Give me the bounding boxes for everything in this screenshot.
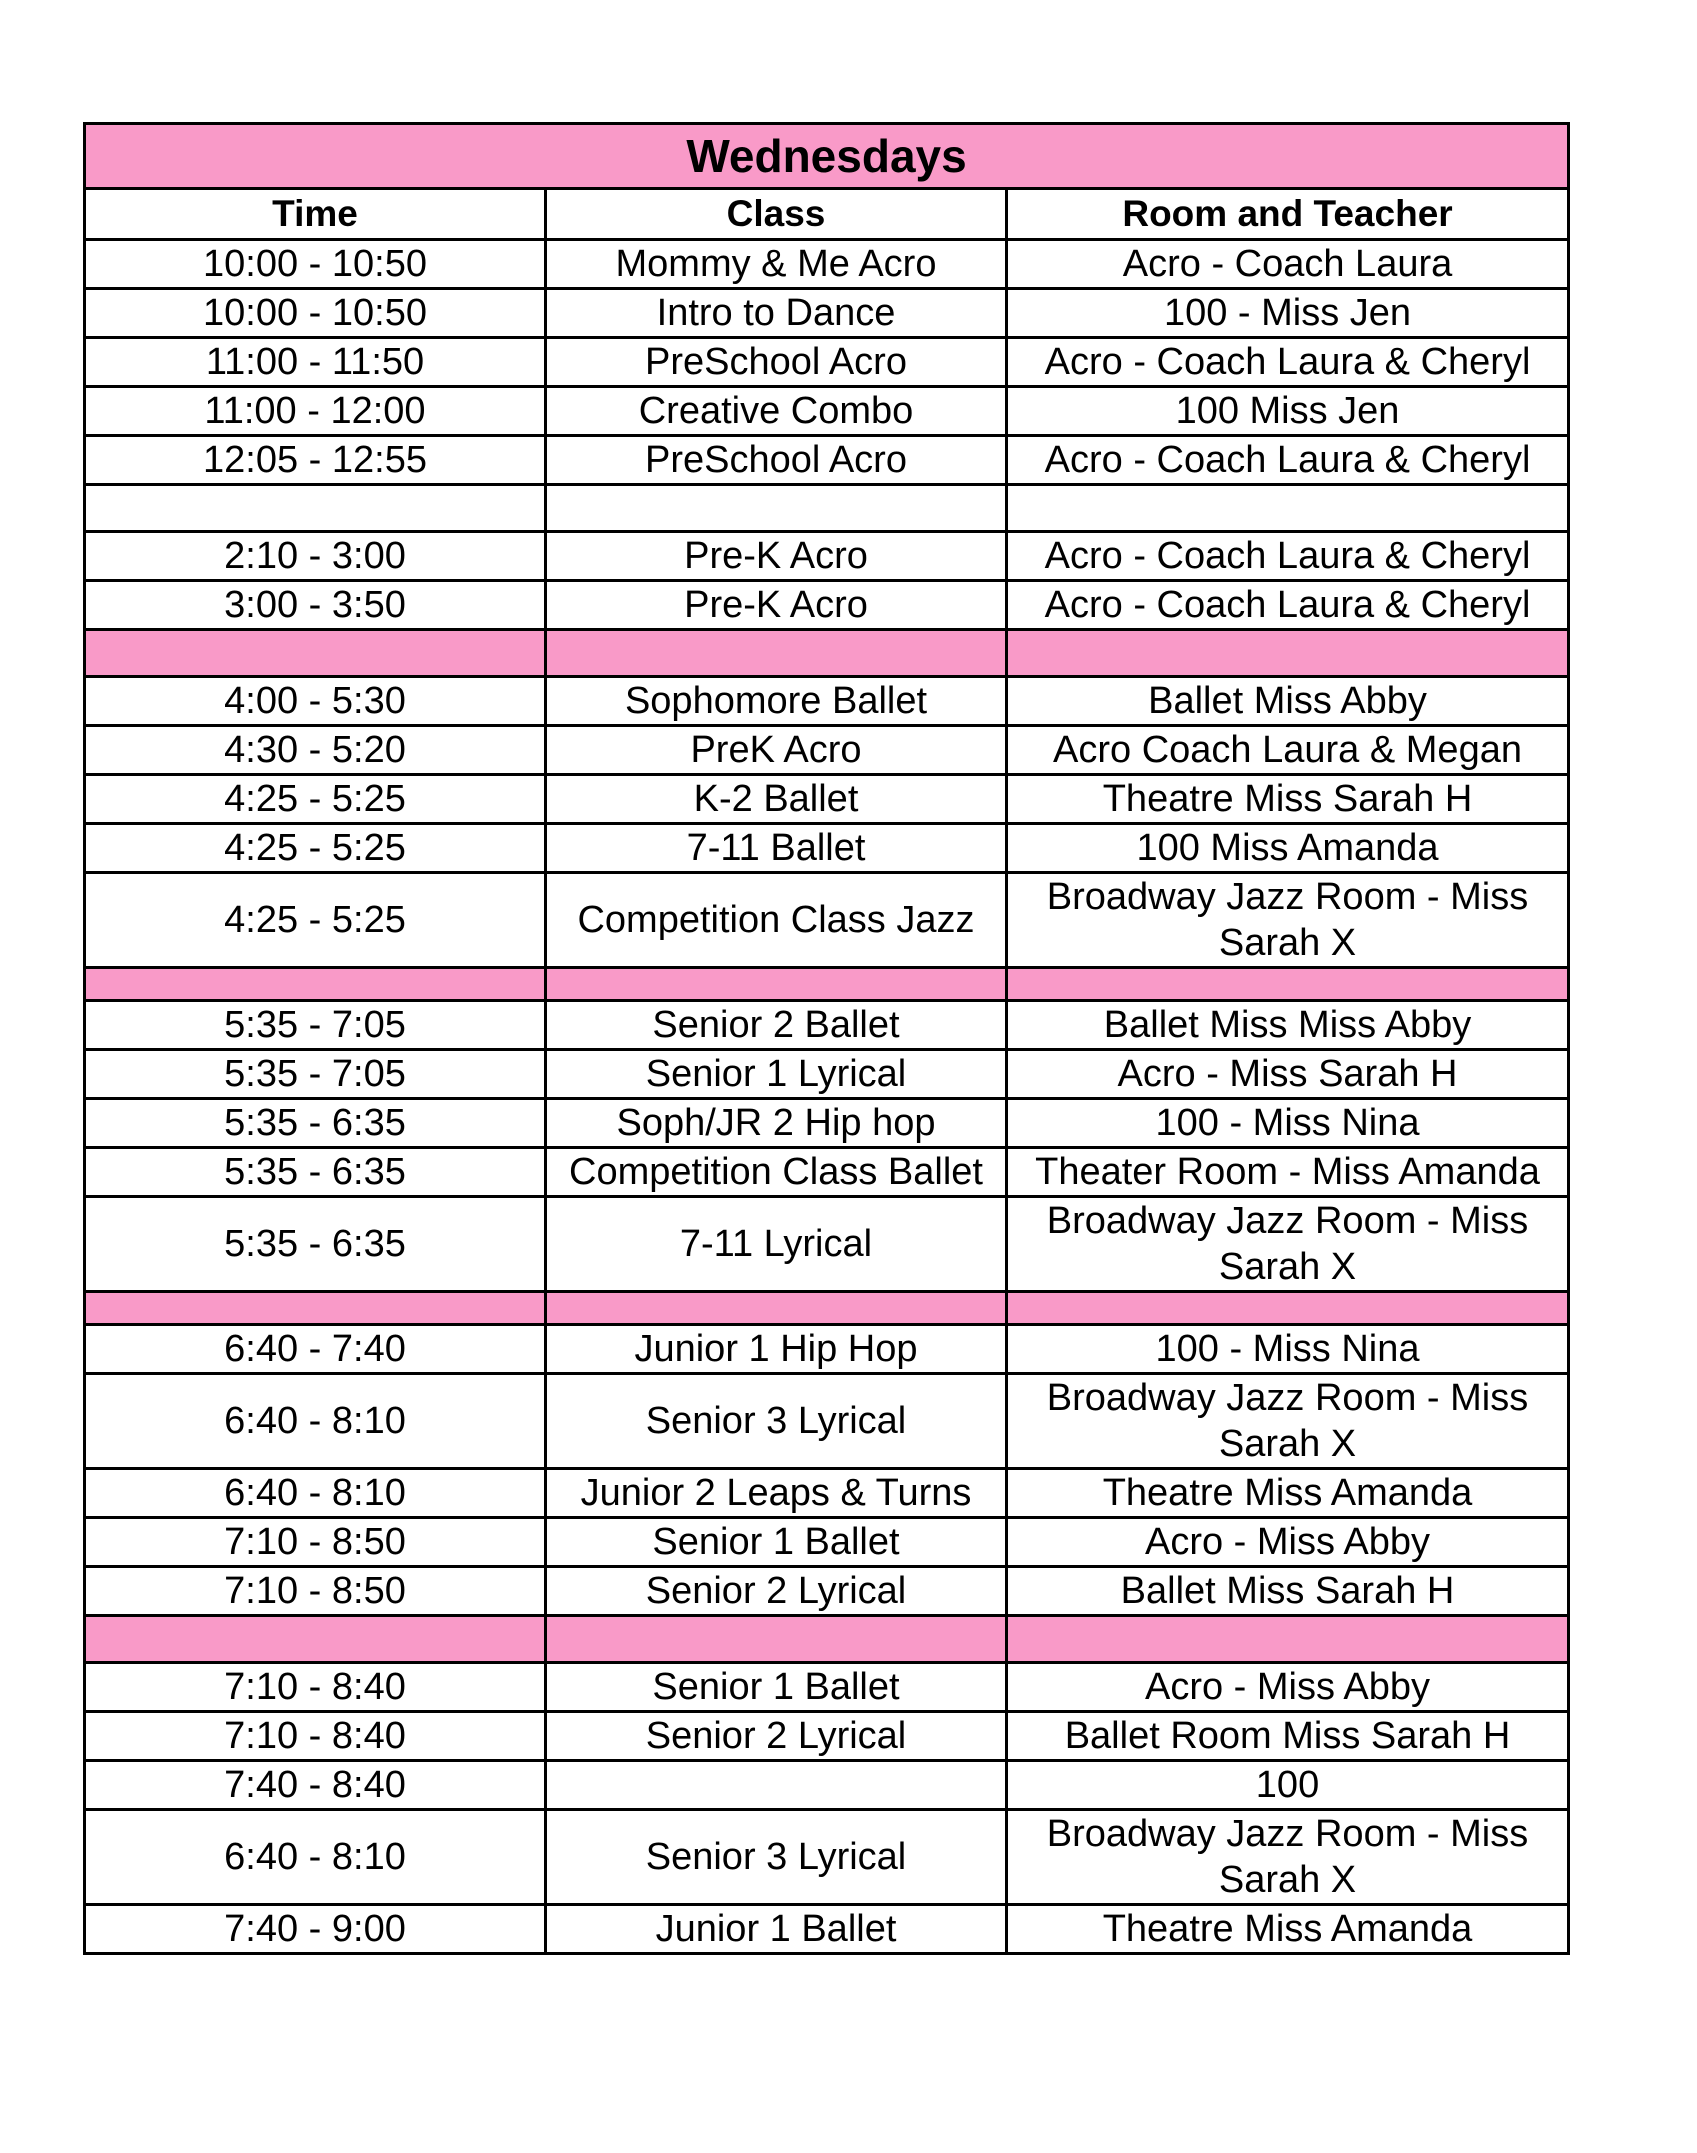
schedule-row (85, 436, 1569, 485)
class-cell: Pre-K Acro (546, 581, 1007, 630)
time-cell: 3:00 - 3:50 (85, 581, 546, 630)
class-cell: Mommy & Me Acro (546, 240, 1007, 289)
class-cell: Senior 2 Lyrical (546, 1712, 1007, 1761)
room-teacher-cell: Acro - Coach Laura & Cheryl (1007, 436, 1569, 485)
schedule-row (85, 1663, 1569, 1712)
class-cell: Competition Class Jazz (546, 873, 1007, 968)
class-cell: K-2 Ballet (546, 775, 1007, 824)
time-cell: 7:40 - 8:40 (85, 1761, 546, 1810)
separator-cell (85, 1292, 546, 1325)
class-cell: Creative Combo (546, 387, 1007, 436)
time-cell: 5:35 - 6:35 (85, 1197, 546, 1292)
time-cell: 4:25 - 5:25 (85, 775, 546, 824)
room-teacher-cell: Acro - Miss Abby (1007, 1663, 1569, 1712)
time-cell: 2:10 - 3:00 (85, 532, 546, 581)
time-cell: 4:25 - 5:25 (85, 873, 546, 968)
time-cell: 4:30 - 5:20 (85, 726, 546, 775)
separator-row (85, 1616, 1569, 1663)
separator-row (85, 968, 1569, 1001)
time-cell: 10:00 - 10:50 (85, 240, 546, 289)
class-cell: Sophomore Ballet (546, 677, 1007, 726)
header-room-teacher: Room and Teacher (1007, 189, 1569, 240)
header-class: Class (546, 189, 1007, 240)
time-cell: 6:40 - 8:10 (85, 1810, 546, 1905)
time-cell: 11:00 - 11:50 (85, 338, 546, 387)
class-cell: Senior 1 Lyrical (546, 1050, 1007, 1099)
room-teacher-cell: Acro - Miss Sarah H (1007, 1050, 1569, 1099)
separator-cell (1007, 968, 1569, 1001)
schedule-row (85, 1761, 1569, 1810)
room-teacher-cell: 100 - Miss Jen (1007, 289, 1569, 338)
room-teacher-cell: 100 Miss Jen (1007, 387, 1569, 436)
room-teacher-cell: Theatre Miss Sarah H (1007, 775, 1569, 824)
time-cell: 4:00 - 5:30 (85, 677, 546, 726)
separator-cell (546, 1292, 1007, 1325)
schedule-row (85, 581, 1569, 630)
schedule-row (85, 1712, 1569, 1761)
room-teacher-cell: Ballet Miss Miss Abby (1007, 1001, 1569, 1050)
schedule-row (85, 1001, 1569, 1050)
time-cell: 5:35 - 6:35 (85, 1099, 546, 1148)
class-cell: Senior 2 Ballet (546, 1001, 1007, 1050)
title-row (85, 124, 1569, 189)
class-cell: Soph/JR 2 Hip hop (546, 1099, 1007, 1148)
schedule-row (85, 240, 1569, 289)
schedule-row (85, 1518, 1569, 1567)
class-cell: Junior 1 Ballet (546, 1905, 1007, 1954)
room-teacher-cell: 100 - Miss Nina (1007, 1099, 1569, 1148)
time-cell: 7:10 - 8:40 (85, 1663, 546, 1712)
room-teacher-cell: Acro - Coach Laura & Cheryl (1007, 338, 1569, 387)
room-teacher-cell: Ballet Miss Sarah H (1007, 1567, 1569, 1616)
blank-cell (546, 485, 1007, 532)
room-teacher-cell: 100 - Miss Nina (1007, 1325, 1569, 1374)
time-cell: 7:10 - 8:50 (85, 1518, 546, 1567)
class-cell: Senior 3 Lyrical (546, 1374, 1007, 1469)
separator-cell (1007, 1292, 1569, 1325)
blank-cell (85, 485, 546, 532)
time-cell: 12:05 - 12:55 (85, 436, 546, 485)
schedule-row (85, 387, 1569, 436)
time-cell: 5:35 - 6:35 (85, 1148, 546, 1197)
schedule-row (85, 824, 1569, 873)
class-cell: Intro to Dance (546, 289, 1007, 338)
schedule-row (85, 873, 1569, 968)
schedule-row (85, 1905, 1569, 1954)
room-teacher-cell: Acro Coach Laura & Megan (1007, 726, 1569, 775)
schedule-row (85, 1197, 1569, 1292)
time-cell: 6:40 - 8:10 (85, 1374, 546, 1469)
class-cell: Senior 2 Lyrical (546, 1567, 1007, 1616)
time-cell: 4:25 - 5:25 (85, 824, 546, 873)
class-cell: 7-11 Lyrical (546, 1197, 1007, 1292)
separator-cell (85, 1616, 546, 1663)
time-cell: 7:10 - 8:50 (85, 1567, 546, 1616)
room-teacher-cell: 100 Miss Amanda (1007, 824, 1569, 873)
room-teacher-cell: Broadway Jazz Room - Miss Sarah X (1007, 1374, 1569, 1469)
separator-cell (85, 968, 546, 1001)
schedule-row (85, 1050, 1569, 1099)
room-teacher-cell: Broadway Jazz Room - Miss Sarah X (1007, 873, 1569, 968)
schedule-row (85, 1325, 1569, 1374)
room-teacher-cell: Ballet Room Miss Sarah H (1007, 1712, 1569, 1761)
schedule-row (85, 1148, 1569, 1197)
class-cell: Junior 1 Hip Hop (546, 1325, 1007, 1374)
schedule-title: Wednesdays (85, 124, 1569, 189)
room-teacher-cell: Acro - Miss Abby (1007, 1518, 1569, 1567)
separator-cell (546, 1616, 1007, 1663)
room-teacher-cell: Theatre Miss Amanda (1007, 1469, 1569, 1518)
schedule-row (85, 1567, 1569, 1616)
header-row (85, 189, 1569, 240)
schedule-row (85, 1099, 1569, 1148)
time-cell: 7:40 - 9:00 (85, 1905, 546, 1954)
schedule-row (85, 338, 1569, 387)
separator-row (85, 1292, 1569, 1325)
separator-cell (1007, 630, 1569, 677)
class-cell: Senior 3 Lyrical (546, 1810, 1007, 1905)
schedule-row (85, 1374, 1569, 1469)
room-teacher-cell: Acro - Coach Laura & Cheryl (1007, 532, 1569, 581)
time-cell: 7:10 - 8:40 (85, 1712, 546, 1761)
class-cell: PreSchool Acro (546, 338, 1007, 387)
header-time: Time (85, 189, 546, 240)
schedule-row (85, 1810, 1569, 1905)
class-cell (546, 1761, 1007, 1810)
time-cell: 11:00 - 12:00 (85, 387, 546, 436)
class-cell: Competition Class Ballet (546, 1148, 1007, 1197)
class-cell: PreSchool Acro (546, 436, 1007, 485)
schedule-table (83, 122, 1570, 1955)
separator-cell (546, 968, 1007, 1001)
class-cell: Senior 1 Ballet (546, 1518, 1007, 1567)
separator-cell (85, 630, 546, 677)
blank-row (85, 485, 1569, 532)
separator-cell (546, 630, 1007, 677)
schedule-row (85, 289, 1569, 338)
room-teacher-cell: Acro - Coach Laura (1007, 240, 1569, 289)
room-teacher-cell: Theater Room - Miss Amanda (1007, 1148, 1569, 1197)
schedule-row (85, 726, 1569, 775)
time-cell: 5:35 - 7:05 (85, 1001, 546, 1050)
class-cell: Pre-K Acro (546, 532, 1007, 581)
schedule-row (85, 532, 1569, 581)
time-cell: 6:40 - 8:10 (85, 1469, 546, 1518)
separator-cell (1007, 1616, 1569, 1663)
room-teacher-cell: Theatre Miss Amanda (1007, 1905, 1569, 1954)
room-teacher-cell: Broadway Jazz Room - Miss Sarah X (1007, 1197, 1569, 1292)
time-cell: 10:00 - 10:50 (85, 289, 546, 338)
class-cell: Junior 2 Leaps & Turns (546, 1469, 1007, 1518)
schedule-body (85, 240, 1569, 1954)
blank-cell (1007, 485, 1569, 532)
room-teacher-cell: 100 (1007, 1761, 1569, 1810)
schedule-row (85, 1469, 1569, 1518)
time-cell: 5:35 - 7:05 (85, 1050, 546, 1099)
class-cell: 7-11 Ballet (546, 824, 1007, 873)
class-cell: PreK Acro (546, 726, 1007, 775)
schedule-row (85, 775, 1569, 824)
separator-row (85, 630, 1569, 677)
room-teacher-cell: Acro - Coach Laura & Cheryl (1007, 581, 1569, 630)
room-teacher-cell: Broadway Jazz Room - Miss Sarah X (1007, 1810, 1569, 1905)
room-teacher-cell: Ballet Miss Abby (1007, 677, 1569, 726)
time-cell: 6:40 - 7:40 (85, 1325, 546, 1374)
class-cell: Senior 1 Ballet (546, 1663, 1007, 1712)
schedule-row (85, 677, 1569, 726)
